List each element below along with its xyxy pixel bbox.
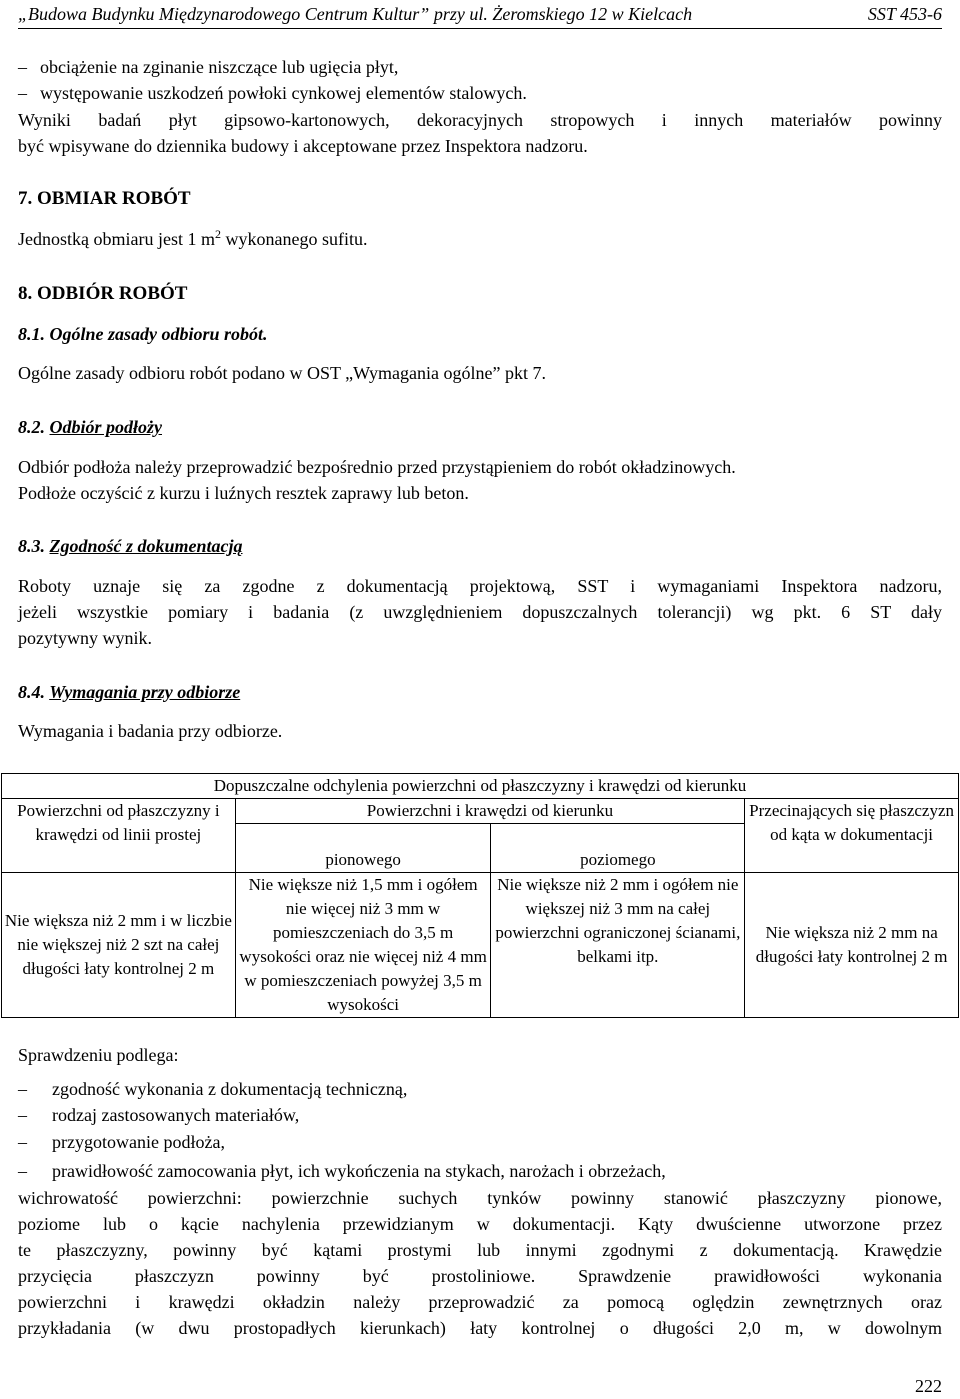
page-number: 222 — [915, 1376, 942, 1396]
table-title: Dopuszczalne odchylenia powierzchni od płaszczyzny i krawędzi od kierunku — [2, 774, 959, 799]
section-8-3-text: Roboty uznaje się za zgodne z dokumentacją projektową, SST i wymaganiami Inspektora nadzoru, jeżeli wszystkie pomiary i badania (z uwzględnieniem dopuszczalnych tolerancji) wg pkt. 6 ST dały pozytywny wynik. — [18, 576, 942, 648]
table-cell: Nie większa niż 2 mm na długości łaty kontrolnej 2 m — [745, 873, 959, 1018]
list-item: – przygotowanie podłoża, — [18, 1132, 225, 1152]
table-header-plane: Powierzchni od płaszczyzny i krawędzi od linii prostej — [2, 799, 236, 873]
list-item: – obciążenie na zginanie niszczące lub ugięcia płyt, — [18, 57, 399, 77]
table-header-direction: Powierzchni i krawędzi od kierunku — [235, 799, 744, 824]
section-8-4-text: Wymagania i badania przy odbiorze. — [18, 721, 283, 741]
section-8-3-heading: 8.3. Zgodność z dokumentacją — [18, 536, 243, 556]
section-8-1-text: Ogólne zasady odbioru robót podano w OST „Wymagania ogólne” pkt 7. — [18, 363, 546, 383]
section-8-2-line: Odbiór podłoża należy przeprowadzić bezpośrednio przed przystąpieniem do robót okładzinowych. — [18, 457, 736, 477]
running-header — [18, 2, 942, 29]
section-8-heading: 8. ODBIÓR ROBÓT — [18, 283, 188, 304]
list-item: – rodzaj zastosowanych materiałów, — [18, 1105, 300, 1125]
list-item: – zgodność wykonania z dokumentacją techniczną, — [18, 1079, 408, 1099]
list-item: – prawidłowość zamocowania płyt, ich wykończenia na stykach, narożach i obrzeżach, — [18, 1161, 666, 1181]
list-item: – występowanie uszkodzeń powłoki cynkowej elementów stalowych. — [18, 83, 527, 103]
section-8-4-heading: 8.4. Wymagania przy odbiorze — [18, 682, 241, 702]
section-8-2-line: Podłoże oczyścić z kurzu i luźnych resztek zaprawy lub beton. — [18, 483, 469, 503]
tolerance-table — [1, 773, 959, 1018]
table-cell: Nie większa niż 2 mm i w liczbie nie większej niż 2 szt na całej długości łaty kontrolnej 2 m — [2, 873, 236, 1018]
section-8-2-heading: 8.2. Odbiór podłoży — [18, 417, 162, 437]
section-8-1-heading: 8.1. Ogólne zasady odbioru robót. — [18, 324, 268, 344]
table-cell: Nie większe niż 1,5 mm i ogółem nie więcej niż 3 mm w pomieszczeniach do 3,5 m wysokości oraz nie więcej niż 4 mm w pomieszczeniach powyżej 3,5 m wysokości — [235, 873, 491, 1018]
table-cell: Nie większe niż 2 mm i ogółem nie większej niż 3 mm na całej powierzchni ograniczonej ścianami, belkami itp. — [491, 873, 745, 1018]
table-row — [2, 873, 959, 1018]
table-subheader-vertical: pionowego — [235, 824, 491, 873]
checks-paragraph: wichrowatość powierzchni: powierzchnie suchych tynków powinny stanowić płaszczyzny pionowe, poziome lub o kącie nachylenia przewidzianym w dokumentacji. Kąty dwuścienne utworzone przez te płaszczyzny, powinny być kątami prostymi lub innymi zgodnymi z dokumentacją. Krawędzie przycięcia płaszczyzn powinny być prostoliniowe. Sprawdzenie prawidłowości wykonania powierzchni i krawędzi okładzin należy przeprowadzić za pomocą oględzin zewnętrznych oraz przykładania (w dwu prostopadłych kierunkach) łaty kontrolnej o długości 2,0 m, w dowolnym — [18, 1188, 942, 1338]
section-7-text: Jednostką obmiaru jest 1 $m^2$ wykonanego sufitu. — [18, 227, 368, 249]
paragraph-results: Wyniki badań płyt gipsowo-kartonowych, dekoracyjnych stropowych i innych materiałów powinny być wpisywane do dziennika budowy i akceptowane przez Inspektora nadzoru. — [18, 110, 942, 156]
table-subheader-horizontal: poziomego — [491, 824, 745, 873]
header-title: „Budowa Budynku Międzynarodowego Centrum Kultur” przy ul. Żeromskiego 12 w Kielcach — [18, 4, 693, 24]
section-7-heading: 7. OBMIAR ROBÓT — [18, 188, 191, 209]
header-code: SST 453-6 — [867, 4, 942, 24]
table-header-angle: Przecinających się płaszczyzn od kąta w dokumentacji — [745, 799, 959, 873]
checks-intro: Sprawdzeniu podlega: — [18, 1045, 179, 1065]
